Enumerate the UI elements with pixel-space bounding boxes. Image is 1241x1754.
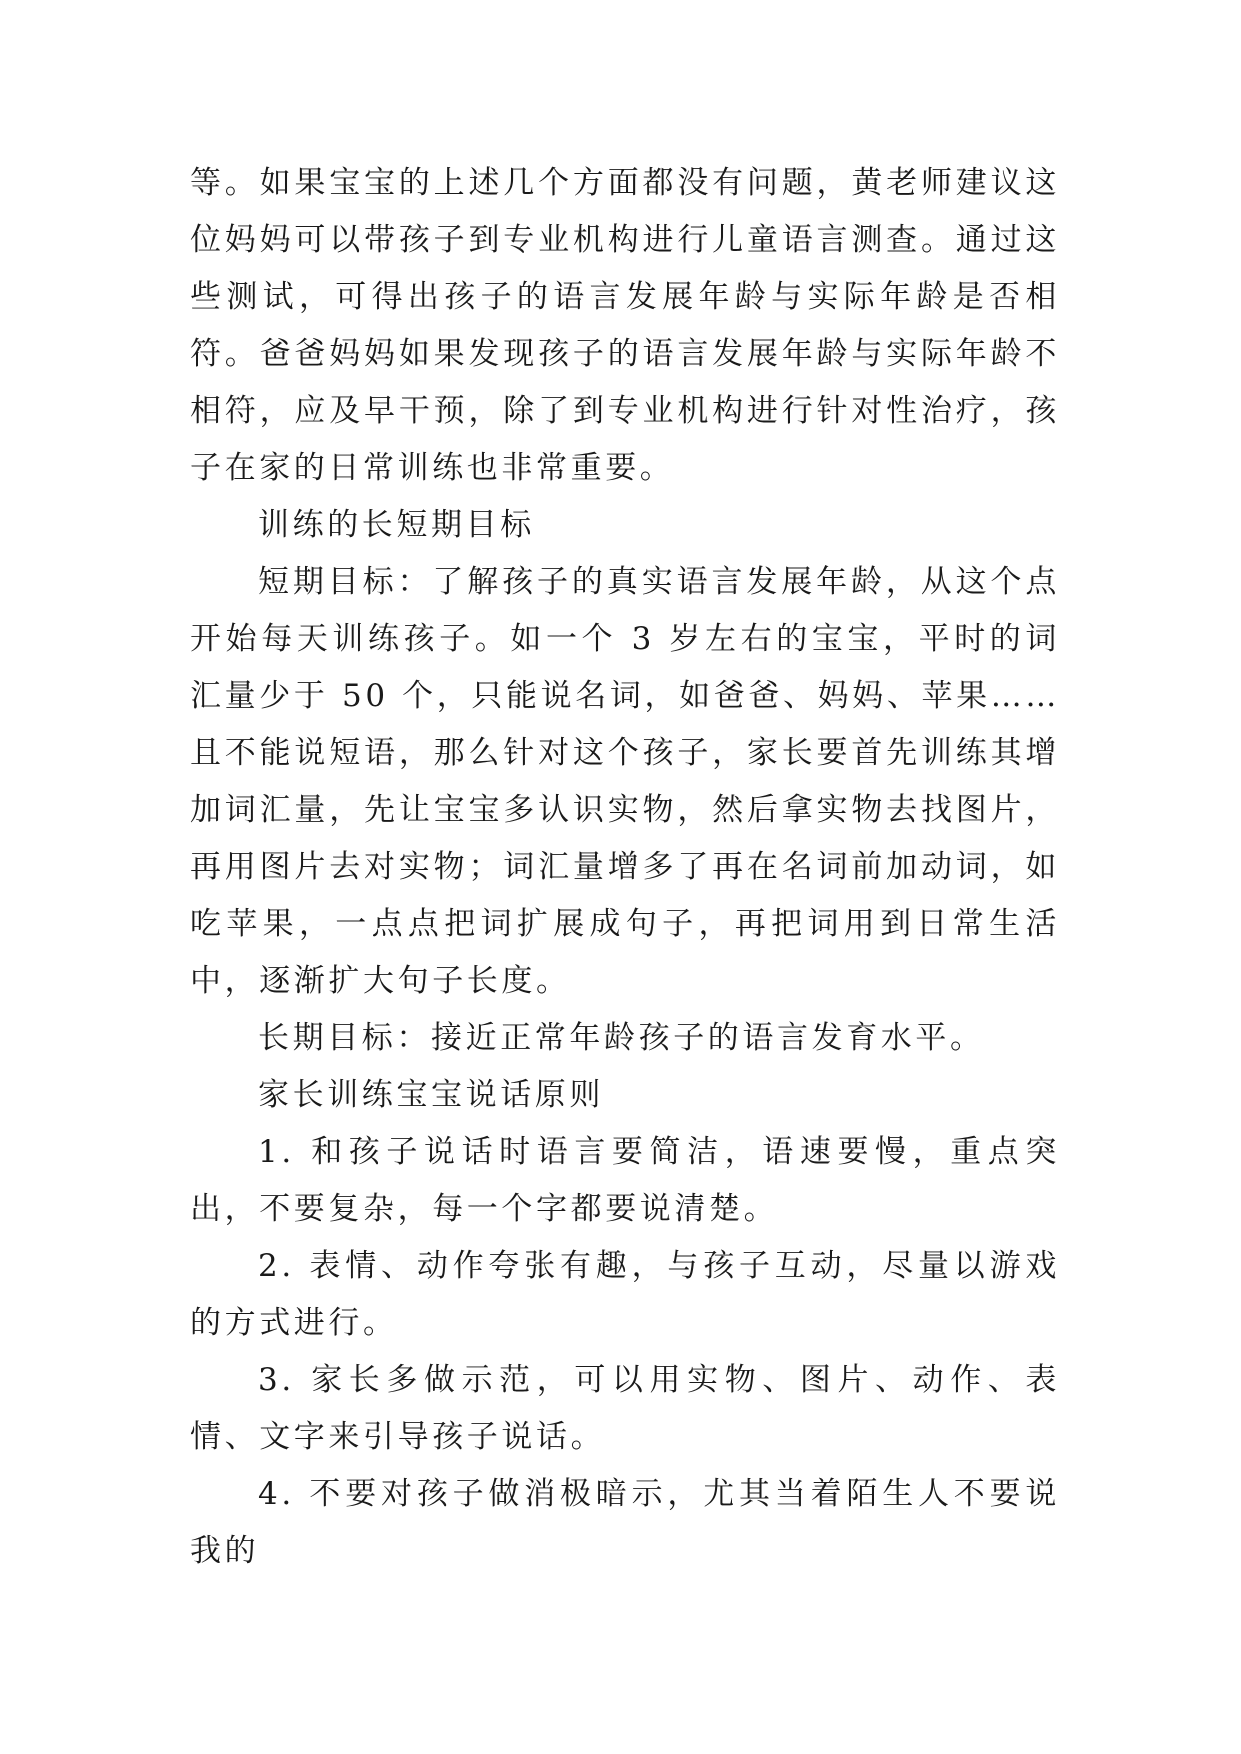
document-body [190, 155, 1060, 1580]
paragraph-continuation: 等。如果宝宝的上述几个方面都没有问题，黄老师建议这位妈妈可以带孩子到专业机构进行儿童语言测查。通过这些测试，可得出孩子的语言发展年龄与实际年龄是否相符。爸爸妈妈如果发现孩子的语言发展年龄与实际年龄不相符，应及早干预，除了到专业机构进行针对性治疗，孩子在家的日常训练也非常重要。 [190, 165, 1060, 486]
principle-item-4: 4. 不要对孩子做消极暗示，尤其当着陌生人不要说我的 [190, 1476, 1060, 1569]
section-heading-goals: 训练的长短期目标 [258, 507, 535, 543]
principle-item-3: 3. 家长多做示范，可以用实物、图片、动作、表情、文字来引导孩子说话。 [190, 1362, 1060, 1455]
paragraph-long-term-goal: 长期目标：接近正常年龄孩子的语言发育水平。 [258, 1020, 985, 1056]
section-heading-principles: 家长训练宝宝说话原则 [258, 1077, 604, 1113]
principle-item-2: 2. 表情、动作夸张有趣，与孩子互动，尽量以游戏的方式进行。 [190, 1248, 1060, 1341]
paragraph-short-term-goal: 短期目标：了解孩子的真实语言发展年龄，从这个点开始每天训练孩子。如一个 3 岁左右的宝宝，平时的词汇量少于 50 个，只能说名词，如爸爸、妈妈、苹果……且不能说短语，那么针对这个孩子，家长要首先训练其增加词汇量，先让宝宝多认识实物，然后拿实物去找图片，再用图片去对实物；词汇量增多了再在名词前加动词，如吃苹果，一点点把词扩展成句子，再把词用到日常生活中，逐渐扩大句子长度。 [190, 564, 1060, 999]
principle-item-1: 1. 和孩子说话时语言要简洁，语速要慢，重点突出，不要复杂，每一个字都要说清楚。 [190, 1134, 1060, 1227]
